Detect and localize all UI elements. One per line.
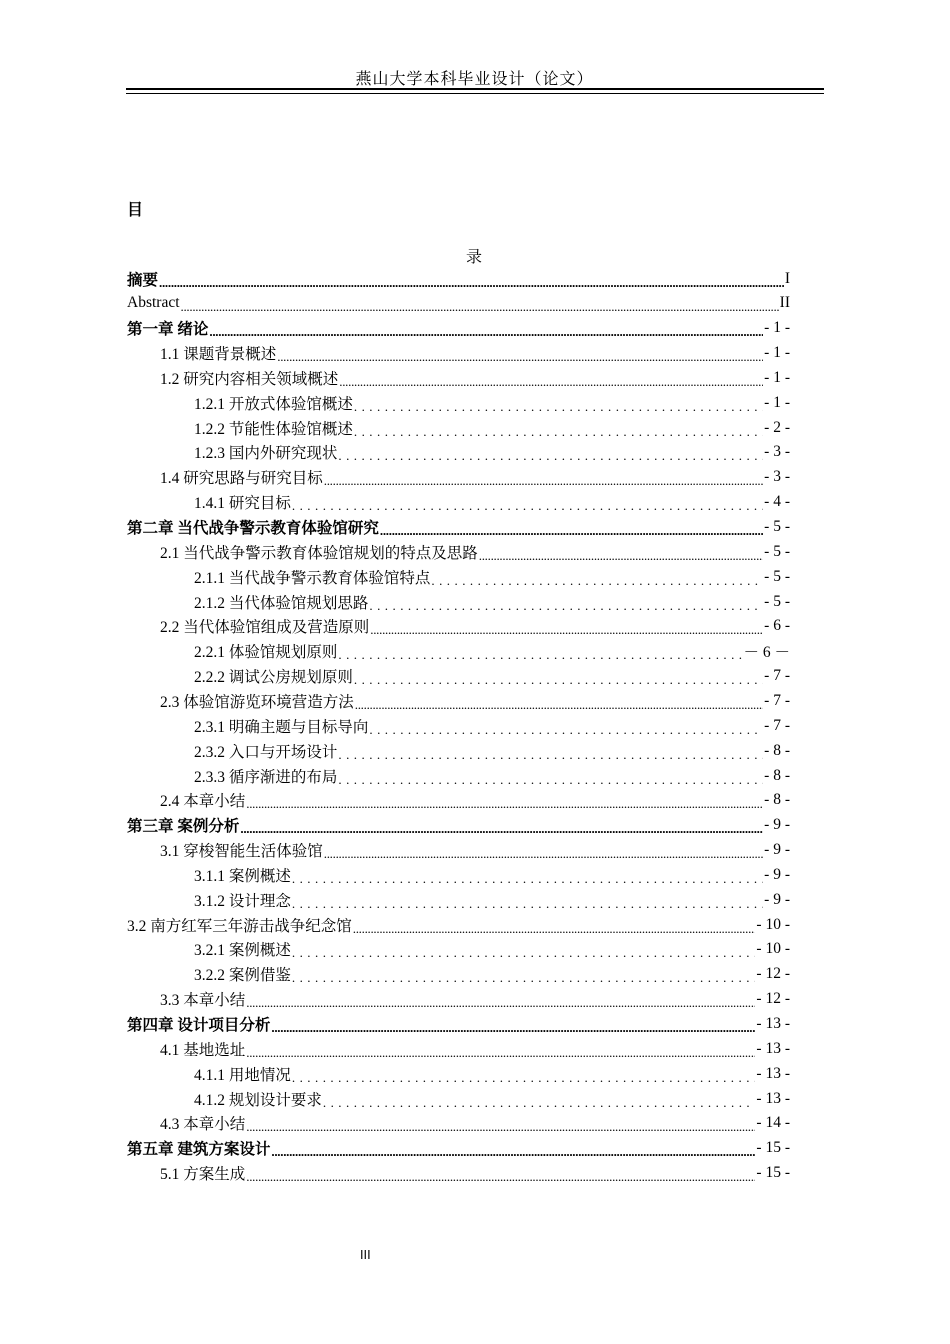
toc-entry-title: 1.4 研究思路与研究目标	[160, 470, 323, 488]
toc-entry[interactable]	[194, 415, 790, 440]
toc-entry-page: - 13 -	[756, 1089, 790, 1107]
toc-entry-title: 第四章 设计项目分析	[127, 1017, 271, 1034]
toc-leader-dots	[159, 274, 784, 292]
toc-leader-dots	[246, 1044, 755, 1062]
toc-entry-page: - 13 -	[756, 1039, 790, 1057]
toc-entry[interactable]	[194, 763, 790, 788]
toc-entry-title: 2.3 体验馆游览环境营造方法	[160, 693, 354, 711]
toc-entry-title: 3.1.1 案例概述	[194, 867, 291, 885]
toc-entry-title: 5.1 方案生成	[160, 1166, 246, 1184]
toc-leader-dots	[370, 621, 763, 639]
toc-entry[interactable]	[160, 365, 790, 390]
toc-entry-title: 4.1 基地选址	[160, 1041, 246, 1059]
toc-leader-dots	[246, 795, 763, 813]
toc-entry[interactable]	[160, 688, 790, 713]
toc-entry-title: 摘要	[127, 271, 159, 289]
toc-leader-dots	[431, 572, 763, 590]
toc-entry[interactable]	[194, 887, 790, 912]
toc-entry-title: 1.2.1 开放式体验馆概述	[194, 395, 353, 413]
toc-leader-dots	[271, 1143, 755, 1161]
toc-entry-page: - 9 -	[764, 890, 790, 908]
toc-leader-dots	[354, 671, 763, 689]
header-rule-thin	[126, 93, 824, 94]
toc-entry[interactable]	[160, 341, 790, 366]
toc-entry-page: - 9 -	[764, 841, 790, 859]
toc-entry-page: - 5 -	[764, 542, 790, 560]
toc-entry[interactable]	[160, 539, 790, 564]
toc-entry[interactable]	[194, 490, 790, 515]
toc-entry[interactable]	[160, 1161, 790, 1186]
toc-entry-page: - 5 -	[764, 518, 790, 535]
toc-entry-page: - 13 -	[756, 1064, 790, 1082]
toc-entry[interactable]	[127, 266, 790, 291]
toc-leader-dots	[369, 597, 763, 615]
toc-entry[interactable]	[127, 1136, 790, 1161]
toc-entry-page: - 14 -	[756, 1114, 790, 1132]
toc-entry-title: 1.2.2 节能性体验馆概述	[194, 420, 353, 438]
toc-entry-title: 3.3 本章小结	[160, 992, 246, 1010]
toc-leader-dots	[323, 1094, 756, 1112]
toc-leader-dots	[246, 1118, 755, 1136]
toc-entry-title: 1.2 研究内容相关领域概述	[160, 370, 339, 388]
toc-leader-dots	[181, 298, 779, 316]
toc-entry-title: 2.2.1 体验馆规划原则	[194, 644, 338, 662]
toc-entry-title: 2.4 本章小结	[160, 793, 246, 811]
toc-title-first: 目	[127, 202, 144, 219]
page-header: 燕山大学本科毕业设计（论文）	[355, 71, 594, 88]
toc-entry-title: 2.2 当代体验馆组成及营造原则	[160, 619, 370, 637]
toc-entry-title: 4.3 本章小结	[160, 1116, 246, 1134]
toc-leader-dots	[292, 895, 763, 913]
toc-leader-dots	[369, 721, 763, 739]
toc-entry[interactable]	[127, 813, 790, 838]
toc-entry-page: - 8 -	[764, 766, 790, 784]
toc-entry-title: Abstract	[127, 294, 180, 312]
toc-entry-title: 2.3.2 入口与开场设计	[194, 743, 338, 761]
toc-entry[interactable]	[194, 564, 790, 589]
toc-leader-dots	[479, 547, 763, 565]
toc-entry-title: 3.1.2 设计理念	[194, 892, 291, 910]
toc-entry-page: - 8 -	[764, 791, 790, 809]
toc-entry[interactable]	[194, 713, 790, 738]
toc-entry-title: 2.3.3 循序渐进的布局	[194, 768, 338, 786]
toc-entry-title: 第二章 当代战争警示教育体验馆研究	[127, 520, 379, 537]
toc-leader-dots	[246, 1168, 755, 1186]
toc-leader-dots	[271, 1019, 755, 1037]
toc-entry-page: - 12 -	[756, 990, 790, 1008]
toc-title-second: 录	[466, 249, 483, 266]
toc-leader-dots	[292, 1069, 756, 1087]
toc-entry-title: 1.1 课题背景概述	[160, 346, 277, 364]
toc-leader-dots	[339, 373, 763, 391]
toc-entry[interactable]	[194, 738, 790, 763]
toc-leader-dots	[338, 746, 763, 764]
toc-entry-title: 3.2.2 案例借鉴	[194, 967, 291, 985]
toc-entry[interactable]	[127, 291, 790, 316]
toc-leader-dots	[292, 969, 756, 987]
toc-entry[interactable]	[127, 515, 790, 540]
toc-entry-page: - 1 -	[764, 319, 790, 337]
toc-entry-page: - 7 -	[764, 716, 790, 734]
toc-entry-page: - 1 -	[764, 368, 790, 386]
toc-entry-page: - 12 -	[756, 965, 790, 983]
toc-leader-dots	[240, 820, 763, 838]
toc-leader-dots	[338, 447, 763, 465]
toc-entry-title: 3.2 南方红军三年游击战争纪念馆	[127, 917, 352, 935]
toc-entry-page: - 1 -	[764, 393, 790, 411]
toc-leader-dots	[292, 497, 763, 515]
toc-leader-dots	[292, 870, 763, 888]
toc-entry[interactable]	[160, 1036, 790, 1061]
toc-entry-page: - 5 -	[764, 592, 790, 610]
toc-entry[interactable]	[194, 862, 790, 887]
toc-entry-title: 第一章 绪论	[127, 321, 209, 339]
toc-entry-title: 2.1 当代战争警示教育体验馆规划的特点及思路	[160, 544, 478, 562]
toc-entry-title: 4.1.2 规划设计要求	[194, 1091, 322, 1109]
toc-entry[interactable]	[194, 589, 790, 614]
toc-entry-page: - 3 -	[764, 468, 790, 486]
toc-entry-page: － 6 －	[743, 644, 790, 662]
toc-entry[interactable]	[194, 639, 790, 664]
header-rule-thick	[126, 88, 824, 90]
toc-entry-page: - 7 -	[764, 667, 790, 685]
toc-entry-page: - 2 -	[764, 418, 790, 436]
toc-entry-title: 第三章 案例分析	[127, 818, 240, 836]
toc-entry[interactable]	[127, 1012, 790, 1037]
toc-entry[interactable]	[194, 664, 790, 689]
toc-entry-page: I	[784, 269, 790, 287]
toc-entry-page: - 3 -	[764, 443, 790, 461]
page-number: III	[360, 1248, 371, 1262]
toc-leader-dots	[354, 423, 763, 441]
toc-entry[interactable]	[194, 937, 790, 962]
toc-entry[interactable]	[160, 1111, 790, 1136]
toc-entry-page: - 9 -	[764, 865, 790, 883]
toc-entry-title: 2.2.2 调试公房规划原则	[194, 669, 353, 687]
toc-entry[interactable]	[194, 440, 790, 465]
toc-entry[interactable]	[160, 614, 790, 639]
toc-leader-dots	[338, 646, 742, 664]
toc-entry-page: - 5 -	[764, 567, 790, 585]
toc-leader-dots	[246, 994, 755, 1012]
toc-entry-title: 2.1.2 当代体验馆规划思路	[194, 594, 369, 612]
toc-entry-title: 3.1 穿梭智能生活体验馆	[160, 843, 323, 861]
toc-entry-page: - 15 -	[756, 1139, 790, 1157]
toc-entry-page: - 4 -	[764, 493, 790, 511]
toc-leader-dots	[324, 472, 763, 490]
toc-entry-page: - 9 -	[764, 816, 790, 834]
toc-entry[interactable]	[160, 788, 790, 813]
toc-entry-page: - 10 -	[756, 940, 790, 958]
toc-entry[interactable]	[194, 1061, 790, 1086]
toc-leader-dots	[354, 398, 763, 416]
toc-entry-page: - 8 -	[764, 741, 790, 759]
toc-leader-dots	[292, 944, 756, 962]
toc-entry-page: - 13 -	[756, 1015, 790, 1032]
toc-entry-title: 1.4.1 研究目标	[194, 495, 291, 513]
toc-leader-dots	[355, 696, 763, 714]
toc-entry-page: II	[779, 294, 790, 312]
toc-entry[interactable]	[127, 912, 790, 937]
toc-entry-page: - 10 -	[756, 915, 790, 933]
toc-entry[interactable]	[160, 987, 790, 1012]
toc-entry[interactable]	[127, 316, 790, 341]
toc-entry[interactable]	[194, 1086, 790, 1111]
toc-entry-title: 1.2.3 国内外研究现状	[194, 445, 338, 463]
toc-entry[interactable]	[194, 390, 790, 415]
toc-entry-page: - 7 -	[764, 691, 790, 709]
toc-entry-title: 2.1.1 当代战争警示教育体验馆特点	[194, 569, 431, 587]
toc-entry[interactable]	[160, 465, 790, 490]
toc-entry[interactable]	[194, 962, 790, 987]
toc-leader-dots	[209, 323, 763, 341]
toc-leader-dots	[277, 348, 763, 366]
toc-entry-page: - 15 -	[756, 1164, 790, 1182]
toc-leader-dots	[380, 522, 763, 540]
toc-entry-page: - 6 -	[764, 617, 790, 635]
toc-entry-title: 第五章 建筑方案设计	[127, 1141, 271, 1159]
toc-entry-page: - 1 -	[764, 344, 790, 362]
toc-entry-title: 3.2.1 案例概述	[194, 942, 291, 960]
toc-entry-title: 4.1.1 用地情况	[194, 1066, 291, 1084]
toc-leader-dots	[338, 771, 763, 789]
toc-leader-dots	[353, 920, 756, 938]
toc-leader-dots	[324, 845, 763, 863]
toc-entry[interactable]	[160, 838, 790, 863]
toc-entry-title: 2.3.1 明确主题与目标导向	[194, 718, 369, 736]
